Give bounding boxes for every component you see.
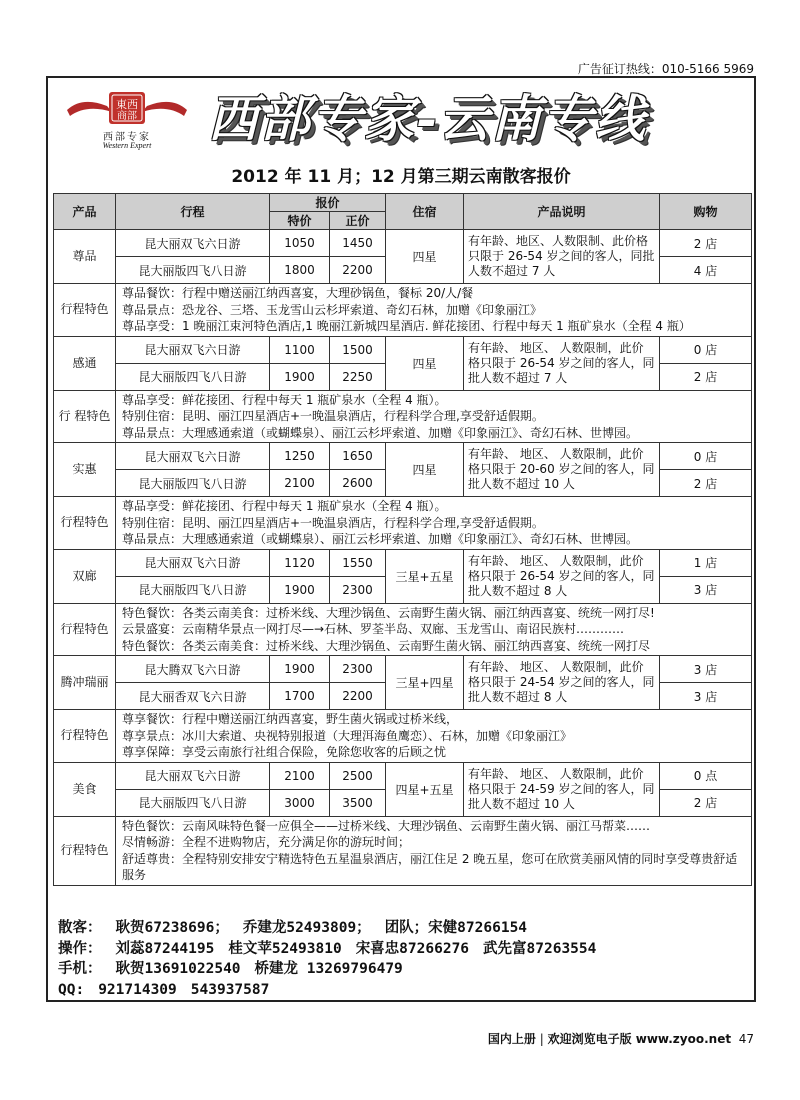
contact-label: 操作： xyxy=(58,940,102,957)
shop-count: 3 店 xyxy=(660,683,752,710)
product-description: 有年龄、 地区、 人数限制，此价格只限于 26-54 岁之间的客人，同批人数不超过 8 人 xyxy=(464,549,660,603)
product-name: 尊品 xyxy=(54,230,116,284)
product-description: 有年龄、 地区、 人数限制，此价格只限于 26-54 岁之间的客人，同批人数不超过 7 人 xyxy=(464,336,660,390)
route-name: 昆大丽版四飞八日游 xyxy=(116,470,270,497)
logo-emblem xyxy=(62,88,192,128)
regular-price: 2300 xyxy=(330,656,386,683)
table-row xyxy=(54,336,752,363)
table-row xyxy=(54,656,752,683)
feature-notes xyxy=(116,710,752,763)
route-name: 昆大丽版四飞八日游 xyxy=(116,257,270,284)
contact-entry: 刘蕊87244195 xyxy=(115,940,215,957)
header-hotel: 住宿 xyxy=(386,194,464,230)
feature-row xyxy=(54,710,752,763)
product-description: 有年龄、 地区、 人数限制，此价格只限于 24-54 岁之间的客人，同批人数不超过 8 人 xyxy=(464,656,660,710)
header-route: 行程 xyxy=(116,194,270,230)
header-regular-price: 正价 xyxy=(330,212,386,230)
route-name: 昆大腾双飞六日游 xyxy=(116,656,270,683)
header-shop: 购物 xyxy=(660,194,752,230)
special-price: 1050 xyxy=(270,230,330,257)
hotel-level: 四星 xyxy=(386,230,464,284)
shop-count: 0 点 xyxy=(660,762,752,789)
contact-entry: 桂文苹52493810 xyxy=(228,940,342,957)
feature-line: 尊品享受：1 晚丽江束河特色酒店,1 晚丽江新城四星酒店. 鲜花接团、行程中每天 1 瓶矿泉水（全程 4 瓶） xyxy=(122,319,691,333)
feature-line: 特色餐饮：云南风味特色餐一应俱全——过桥米线、大理沙锅鱼、云南野生菌火锅、丽江马帮菜…… xyxy=(122,818,651,833)
hotel-level: 四星 xyxy=(386,336,464,390)
product-description: 有年龄、地区、人数限制、此价格只限于 26-54 岁之间的客人，同批人数不超过 7 人 xyxy=(464,230,660,284)
feature-line: 尊品享受：鲜花接团、行程中每天 1 瓶矿泉水（全程 4 瓶）。 xyxy=(122,392,447,407)
feature-label: 行程特色 xyxy=(54,284,116,337)
regular-price: 3500 xyxy=(330,789,386,816)
special-price: 3000 xyxy=(270,789,330,816)
special-price: 1250 xyxy=(270,443,330,470)
regular-price: 1650 xyxy=(330,443,386,470)
page-number: 47 xyxy=(738,1032,754,1046)
product-description: 有年龄、 地区、 人数限制，此价格只限于 24-59 岁之间的客人，同批人数不超过 10 人 xyxy=(464,762,660,816)
header-product: 产品 xyxy=(54,194,116,230)
shop-count: 0 店 xyxy=(660,443,752,470)
shop-count: 0 店 xyxy=(660,336,752,363)
route-name: 昆大丽双飞六日游 xyxy=(116,762,270,789)
feature-line: 云景盛宴：云南精华景点一网打尽—→石林、罗荃半岛、双廊、玉龙雪山、南诏民族村………… xyxy=(122,622,625,636)
footer-section: 国内上册 xyxy=(487,1032,536,1046)
regular-price: 2600 xyxy=(330,470,386,497)
feature-line: 尊享保障：享受云南旅行社组合保险，免除您收客的后顾之忧 xyxy=(122,745,447,759)
shop-count: 2 店 xyxy=(660,470,752,497)
feature-line: 舒适尊贵：全程特别安排安宁精选特色五星温泉酒店，丽江住足 2 晚五星，您可在欣赏美丽风情的同时享受尊贵舒适服务 xyxy=(122,851,738,882)
shop-count: 2 店 xyxy=(660,363,752,390)
special-price: 1800 xyxy=(270,257,330,284)
regular-price: 2250 xyxy=(330,363,386,390)
route-name: 昆大丽版四飞八日游 xyxy=(116,789,270,816)
feature-notes xyxy=(116,497,752,550)
table-row xyxy=(54,230,752,257)
page-footer: 国内上册 | 欢迎浏览电子版 www.zyoo.net 47 xyxy=(487,1032,754,1046)
feature-line: 特色餐饮：各类云南美食：过桥米线、大理沙锅鱼、云南野生菌火锅、丽江纳西喜宴、统统一网打尽! xyxy=(122,605,655,620)
ad-hotline: 广告征订热线：010-5166 5969 xyxy=(577,62,754,76)
contact-entry: 宋喜忠87266276 xyxy=(355,940,470,957)
page-frame xyxy=(46,76,756,1002)
shop-count: 3 店 xyxy=(660,656,752,683)
special-price: 1900 xyxy=(270,656,330,683)
feature-notes xyxy=(116,390,752,443)
route-name: 昆大丽双飞六日游 xyxy=(116,443,270,470)
product-name: 感通 xyxy=(54,336,116,390)
shop-count: 4 店 xyxy=(660,257,752,284)
contact-label: 手机： xyxy=(58,961,102,977)
contact-line-qq xyxy=(58,980,754,1001)
contact-info xyxy=(48,918,754,1000)
regular-price: 1500 xyxy=(330,336,386,363)
regular-price: 2200 xyxy=(330,257,386,284)
special-price: 2100 xyxy=(270,470,330,497)
feature-line: 尊品享受：鲜花接团、行程中每天 1 瓶矿泉水（全程 4 瓶）。 xyxy=(122,499,447,513)
shop-count: 1 店 xyxy=(660,549,752,576)
feature-row xyxy=(54,603,752,656)
feature-label: 行程特色 xyxy=(54,603,116,656)
price-table xyxy=(53,193,752,886)
header-price: 报价 xyxy=(270,194,386,212)
feature-line: 特色餐饮：各类云南美食：过桥米线、大理沙锅鱼、云南野生菌火锅、丽江纳西喜宴、统统一网打尽 xyxy=(122,638,651,653)
regular-price: 2500 xyxy=(330,762,386,789)
regular-price: 2200 xyxy=(330,683,386,710)
route-name: 昆大丽双飞六日游 xyxy=(116,549,270,576)
western-expert-logo xyxy=(62,88,192,154)
contact-label: QQ: xyxy=(58,981,85,998)
route-name: 昆大丽双飞六日游 xyxy=(116,336,270,363)
contact-entry: 团队；宋健87266154 xyxy=(384,920,528,936)
shop-count: 3 店 xyxy=(660,576,752,603)
product-name: 实惠 xyxy=(54,443,116,497)
price-list-subtitle: 2012 年 11 月；12 月第三期云南散客报价 xyxy=(231,167,571,187)
table-row xyxy=(54,443,752,470)
contact-entry: 武先富87263554 xyxy=(483,940,597,957)
shop-count: 2 店 xyxy=(660,230,752,257)
shop-count: 2 店 xyxy=(660,789,752,816)
product-name: 双廊 xyxy=(54,549,116,603)
contact-label: 散客： xyxy=(58,920,102,936)
hotel-level: 三星+四星 xyxy=(386,656,464,710)
table-row xyxy=(54,762,752,789)
feature-notes xyxy=(116,603,752,656)
feature-line: 尊享景点：冰川大索道、央视特别报道（大理洱海鱼鹰恋）、石林，加赠《印象丽江》 xyxy=(122,728,573,743)
contact-line-caozuo xyxy=(58,939,754,960)
feature-label: 行 程特色 xyxy=(54,390,116,443)
svg-text:商部: 商部 xyxy=(117,111,137,122)
feature-label: 行程特色 xyxy=(54,816,116,885)
special-price: 2100 xyxy=(270,762,330,789)
special-price: 1120 xyxy=(270,549,330,576)
logo-english-name: Western Expert xyxy=(102,141,152,150)
route-name: 昆大丽版四飞八日游 xyxy=(116,576,270,603)
feature-notes xyxy=(116,816,752,885)
feature-row xyxy=(54,390,752,443)
header-special-price: 特价 xyxy=(270,212,330,230)
contact-entry: 耿贺13691022540 xyxy=(115,961,241,977)
contact-entry: 乔建龙52493809； xyxy=(242,920,371,936)
special-price: 1900 xyxy=(270,576,330,603)
feature-row xyxy=(54,497,752,550)
page-title: 西部专家-云南专线 xyxy=(208,89,647,148)
route-name: 昆大丽双飞六日游 xyxy=(116,230,270,257)
feature-line: 尊品景点：恐龙谷、三塔、玉龙雪山云杉坪索道、奇幻石林，加赠《印象丽江》 xyxy=(122,302,543,317)
feature-line: 特别住宿：昆明、丽江四星酒店+一晚温泉酒店，行程科学合理,享受舒适假期。 xyxy=(122,515,544,530)
contact-line-sanke xyxy=(58,918,754,939)
product-name: 美食 xyxy=(54,762,116,816)
feature-line: 尊品景点：大理感通索道（或蝴蝶泉）、丽江云杉坪索道、加赠《印象丽江》、奇幻石林、世博园。 xyxy=(122,532,639,546)
contact-entry: 543937587 xyxy=(190,981,270,998)
regular-price: 2300 xyxy=(330,576,386,603)
header xyxy=(48,78,754,156)
special-price: 1700 xyxy=(270,683,330,710)
table-header-row xyxy=(54,194,752,212)
feature-line: 尊品餐饮：行程中赠送丽江纳西喜宴，大理砂锅鱼，餐标 20/人/餐 xyxy=(122,286,474,300)
footer-text: 欢迎浏览电子版 www.zyoo.net xyxy=(547,1032,732,1046)
header-desc: 产品说明 xyxy=(464,194,660,230)
feature-label: 行程特色 xyxy=(54,710,116,763)
route-name: 昆大丽香双飞六日游 xyxy=(116,683,270,710)
regular-price: 1550 xyxy=(330,549,386,576)
contact-entry: 921714309 xyxy=(98,981,177,998)
contact-entry: 耿贺67238696； xyxy=(115,920,229,936)
feature-line: 特别住宿：昆明、丽江四星酒店+一晚温泉酒店，行程科学合理,享受舒适假期。 xyxy=(122,409,544,423)
contact-line-shouji xyxy=(58,959,754,980)
hotel-level: 四星+五星 xyxy=(386,762,464,816)
feature-line: 尊品景点：大理感通索道（或蝴蝶泉）、丽江云杉坪索道、加赠《印象丽江》、奇幻石林、世博园。 xyxy=(122,425,639,440)
feature-line: 尊享餐饮：行程中赠送丽江纳西喜宴，野生菌火锅或过桥米线， xyxy=(122,712,459,726)
feature-row xyxy=(54,816,752,885)
logo-chinese-name: 西部专家 xyxy=(103,132,151,143)
product-name: 腾冲瑞丽 xyxy=(54,656,116,710)
feature-notes xyxy=(116,284,752,337)
contact-entry: 桥建龙 13269796479 xyxy=(254,961,403,977)
feature-label: 行程特色 xyxy=(54,497,116,550)
svg-text:東西: 東西 xyxy=(116,98,138,111)
regular-price: 1450 xyxy=(330,230,386,257)
feature-row xyxy=(54,284,752,337)
special-price: 1900 xyxy=(270,363,330,390)
hotel-level: 四星 xyxy=(386,443,464,497)
route-name: 昆大丽版四飞八日游 xyxy=(116,363,270,390)
table-row xyxy=(54,549,752,576)
feature-line: 尽情畅游：全程不进购物店，充分满足你的游玩时间； xyxy=(122,835,411,849)
hotel-level: 三星+五星 xyxy=(386,549,464,603)
special-price: 1100 xyxy=(270,336,330,363)
product-description: 有年龄、 地区、 人数限制，此价格只限于 20-60 岁之间的客人，同批人数不超过 10 人 xyxy=(464,443,660,497)
